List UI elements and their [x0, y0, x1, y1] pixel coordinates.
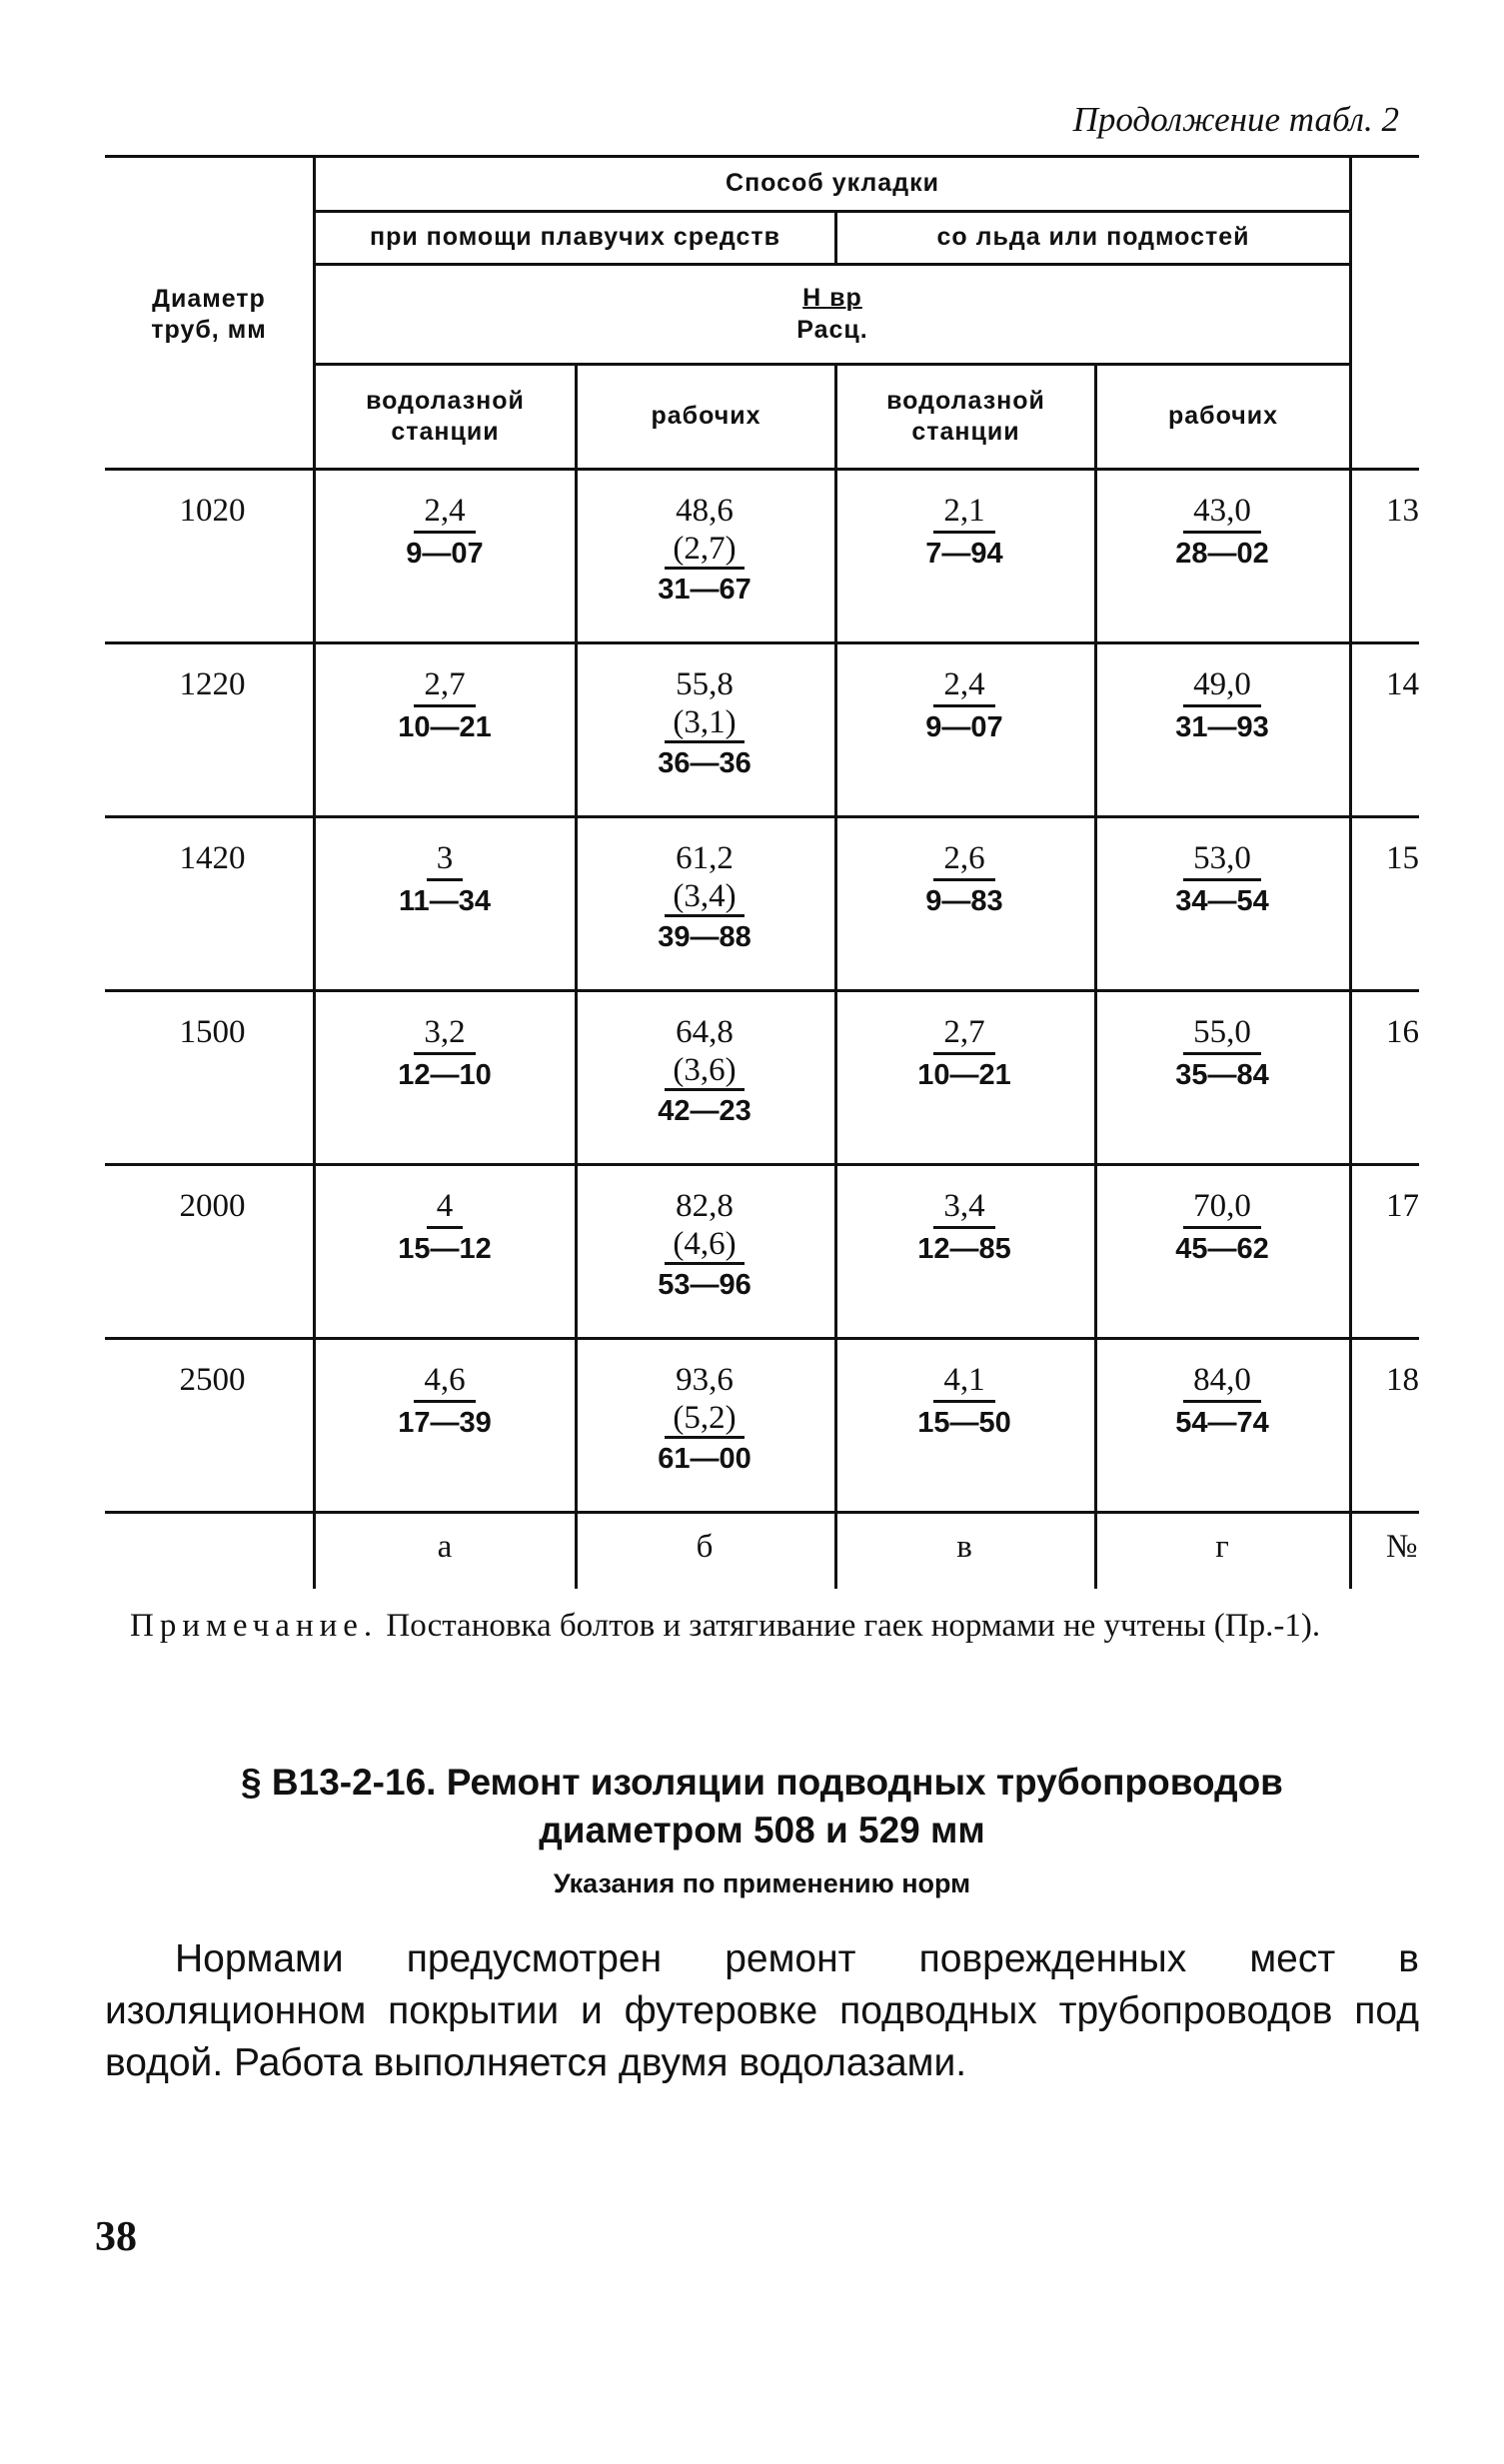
norm-time: 3	[427, 840, 464, 881]
norm-rate: 54—74	[1175, 1406, 1269, 1439]
diameter-value: 1420	[179, 840, 246, 876]
norm-time-divers: (2,7)	[665, 531, 744, 570]
norm-cell-c	[834, 840, 1094, 918]
norm-rate: 31—67	[658, 574, 752, 607]
norm-time: 3,2	[414, 1014, 475, 1055]
norm-cell-a	[315, 1014, 575, 1092]
col-header-a-line2: станции	[391, 418, 500, 446]
norm-cell-a	[315, 666, 575, 744]
unit-denominator: Расц.	[796, 315, 868, 344]
norm-rate: 61—00	[658, 1443, 752, 1476]
row-number: 18	[1386, 1362, 1419, 1398]
norm-rate: 9—07	[406, 537, 484, 570]
table-note	[130, 1604, 1419, 1649]
norm-cell-b	[575, 1362, 834, 1476]
norm-time-divers: (5,2)	[665, 1400, 744, 1439]
norm-time: 70,0	[1183, 1188, 1261, 1229]
norm-time: 48,6	[676, 493, 734, 529]
norm-rate: 34—54	[1175, 884, 1269, 917]
norm-time: 2,7	[933, 1014, 994, 1055]
col-header-b: рабочих	[651, 402, 761, 431]
norm-cell-d	[1092, 840, 1352, 918]
norm-cell-b	[575, 1014, 834, 1128]
norm-cell-b	[575, 1188, 834, 1302]
col-header-a-line1: водолазной	[366, 386, 525, 415]
norms-table	[105, 155, 1419, 1589]
norm-time: 43,0	[1183, 493, 1261, 534]
norm-time: 4	[427, 1188, 464, 1229]
norm-rate: 15—50	[917, 1406, 1011, 1439]
section-title-line1: § В13-2-16. Ремонт изоляции подводных трубопроводов	[241, 1762, 1283, 1803]
norm-time: 2,4	[933, 666, 994, 707]
col-letter-d: г	[1215, 1529, 1229, 1565]
norm-cell-a	[315, 840, 575, 918]
norm-cell-b	[575, 493, 834, 607]
note-text: Постановка болтов и затягивание гаек нормами не учтены (Пр.-1).	[386, 1608, 1321, 1644]
diameter-header-line1: Диаметр	[152, 284, 266, 313]
norm-time: 49,0	[1183, 666, 1261, 707]
diameter-header	[105, 255, 313, 375]
row-number: 13	[1386, 493, 1419, 529]
norm-rate: 10—21	[917, 1058, 1011, 1091]
norm-rate: 11—34	[399, 884, 491, 917]
norm-rate: 28—02	[1175, 537, 1269, 570]
norm-time: 2,1	[933, 493, 994, 534]
norm-time-divers: (3,1)	[665, 704, 744, 743]
diameter-value: 1220	[179, 666, 246, 702]
norm-cell-c	[834, 1362, 1094, 1440]
norm-rate: 12—85	[917, 1232, 1011, 1265]
norm-time: 2,6	[933, 840, 994, 881]
norm-rate: 31—93	[1175, 710, 1269, 743]
norm-rate: 9—07	[925, 710, 1003, 743]
norm-rate: 12—10	[398, 1058, 492, 1091]
row-number: 16	[1386, 1014, 1419, 1050]
col-letter-b: б	[696, 1529, 714, 1565]
col-header-a	[316, 366, 575, 468]
diameter-value: 2000	[179, 1188, 246, 1224]
section-subtitle: Указания по применению норм	[553, 1868, 971, 1898]
norm-time: 4,1	[933, 1362, 994, 1403]
norm-time: 2,4	[414, 493, 475, 534]
norm-time: 84,0	[1183, 1362, 1261, 1403]
norm-cell-d	[1092, 1188, 1352, 1266]
diameter-value: 1500	[179, 1014, 246, 1050]
norm-cell-a	[315, 493, 575, 571]
num-sign: №	[1386, 1529, 1418, 1565]
unit-header	[316, 266, 1349, 363]
group-floating: при помощи плавучих средств	[370, 223, 780, 252]
col-header-c-line1: водолазной	[886, 386, 1045, 415]
norm-time: 55,0	[1183, 1014, 1261, 1055]
norm-time: 82,8	[676, 1188, 734, 1224]
norm-cell-b	[575, 666, 834, 780]
norm-cell-c	[834, 1014, 1094, 1092]
note-label: Примечание.	[130, 1608, 379, 1644]
diameter-value: 1020	[179, 493, 246, 529]
norm-time: 53,0	[1183, 840, 1261, 881]
norm-time: 3,4	[933, 1188, 994, 1229]
norm-rate: 39—88	[658, 921, 752, 954]
row-number: 17	[1386, 1188, 1419, 1224]
norm-cell-c	[834, 666, 1094, 744]
section-title-line2: диаметром 508 и 529 мм	[539, 1810, 985, 1851]
norm-rate: 10—21	[398, 710, 492, 743]
row-number: 14	[1386, 666, 1419, 702]
norm-time: 64,8	[676, 1014, 734, 1050]
norm-time-divers: (3,4)	[665, 878, 744, 917]
norm-cell-d	[1092, 666, 1352, 744]
norm-rate: 17—39	[398, 1406, 492, 1439]
norm-time: 4,6	[414, 1362, 475, 1403]
diameter-value: 2500	[179, 1362, 246, 1398]
norm-rate: 9—83	[925, 884, 1003, 917]
norm-rate: 53—96	[658, 1269, 752, 1302]
norm-cell-c	[834, 493, 1094, 571]
section-body: Нормами предусмотрен ремонт поврежденных мест в изоляционном покрытии и футеровке подводных трубопроводов под водой. Работа выполняется двумя водолазами.	[105, 1937, 1419, 2084]
norm-time: 61,2	[676, 840, 734, 876]
norm-cell-d	[1092, 493, 1352, 571]
norm-time-divers: (3,6)	[665, 1052, 744, 1091]
col-header-c	[837, 366, 1094, 468]
norm-cell-a	[315, 1188, 575, 1266]
norm-time: 93,6	[676, 1362, 734, 1398]
norm-rate: 42—23	[658, 1095, 752, 1128]
norm-rate: 7—94	[925, 537, 1003, 570]
norm-cell-a	[315, 1362, 575, 1440]
norm-cell-d	[1092, 1362, 1352, 1440]
col-letter-a: а	[437, 1529, 453, 1565]
norm-rate: 35—84	[1175, 1058, 1269, 1091]
norm-rate: 45—62	[1175, 1232, 1269, 1265]
norm-cell-d	[1092, 1014, 1352, 1092]
method-header: Способ укладки	[726, 169, 939, 198]
norm-time: 2,7	[414, 666, 475, 707]
row-number: 15	[1386, 840, 1419, 876]
col-header-c-line2: станции	[911, 418, 1020, 446]
continuation-label: Продолжение табл. 2	[1072, 100, 1399, 139]
diameter-header-line2: труб, мм	[151, 316, 267, 344]
norm-cell-c	[834, 1188, 1094, 1266]
norm-time-divers: (4,6)	[665, 1226, 744, 1265]
page-number: 38	[95, 2214, 137, 2260]
norm-time: 55,8	[676, 666, 734, 702]
norm-rate: 36—36	[658, 747, 752, 780]
col-letter-c: в	[956, 1529, 972, 1565]
norm-cell-b	[575, 840, 834, 954]
unit-numerator: Н вр	[802, 284, 862, 313]
norm-rate: 15—12	[398, 1232, 492, 1265]
col-header-d: рабочих	[1167, 402, 1279, 431]
section-title	[105, 1759, 1419, 1854]
group-ice: со льда или подмостей	[936, 223, 1250, 252]
